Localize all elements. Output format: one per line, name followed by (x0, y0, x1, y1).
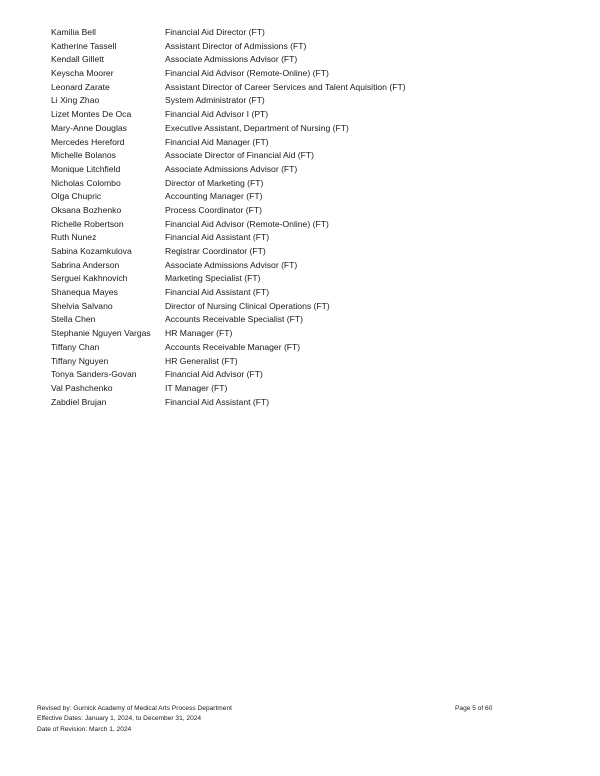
staff-name: Keyscha Moorer (51, 68, 114, 79)
staff-row (51, 368, 571, 382)
staff-name: Val Pashchenko (51, 382, 113, 393)
staff-name: Shelvia Salvano (51, 300, 113, 311)
staff-row (51, 190, 571, 204)
staff-name: Serguei Kakhnovich (51, 273, 128, 284)
footer-revised-by: Revised by: Gurnick Academy of Medical Arts Process Department (37, 705, 232, 712)
staff-title: HR Manager (FT) (165, 328, 233, 339)
page-number: Page 5 of 60 (455, 705, 493, 712)
staff-name: Mary-Anne Douglas (51, 122, 127, 133)
staff-name: Kamilia Bell (51, 27, 96, 37)
staff-title: Accounting Manager (FT) (165, 191, 263, 202)
staff-row (51, 122, 571, 136)
staff-name: Shanequa Mayes (51, 287, 118, 298)
staff-title: HR Generalist (FT) (165, 355, 238, 366)
staff-row (51, 53, 571, 67)
staff-name: Ruth Nunez (51, 232, 97, 243)
staff-row (51, 327, 571, 341)
staff-name: Monique Litchfield (51, 163, 121, 174)
staff-row (51, 286, 571, 300)
staff-title: Director of Nursing Clinical Operations (FT) (165, 300, 330, 311)
staff-name: Tiffany Chan (51, 341, 100, 352)
staff-title: Financial Aid Advisor (FT) (165, 369, 263, 380)
staff-name: Oksana Bozhenko (51, 204, 122, 215)
staff-name: Sabina Kozamkulova (51, 246, 132, 256)
staff-title: IT Manager (FT) (165, 382, 228, 393)
staff-title: Financial Aid Director (FT) (165, 27, 265, 37)
staff-row (51, 136, 571, 150)
staff-title: Financial Aid Assistant (FT) (165, 232, 270, 243)
staff-row (51, 81, 571, 95)
staff-name: Michelle Bolanos (51, 150, 116, 161)
staff-row (51, 231, 571, 245)
staff-row (51, 300, 571, 314)
staff-name: Lizet Montes De Oca (51, 109, 132, 120)
staff-title: Financial Aid Advisor (Remote-Online) (FT) (165, 218, 329, 229)
staff-row (51, 218, 571, 232)
staff-title: Financial Aid Advisor (Remote-Online) (FT) (165, 68, 329, 79)
staff-row (51, 149, 571, 163)
staff-title: Accounts Receivable Manager (FT) (165, 341, 301, 352)
staff-title: Associate Admissions Advisor (FT) (165, 54, 298, 65)
staff-title: Financial Aid Advisor I (PT) (165, 109, 269, 120)
staff-row (51, 355, 571, 369)
staff-row (51, 163, 571, 177)
staff-title: Executive Assistant, Department of Nursing (FT) (165, 122, 349, 133)
staff-title: Assistant Director of Career Services and Talent Aquisition (FT) (165, 81, 406, 92)
staff-title: Registrar Coordinator (FT) (165, 246, 266, 256)
staff-name: Sabrina Anderson (51, 259, 120, 270)
staff-name: Katherine Tassell (51, 40, 117, 51)
staff-name: Olga Chupric (51, 191, 102, 202)
staff-row (51, 108, 571, 122)
staff-title: Financial Aid Assistant (FT) (165, 287, 270, 298)
staff-name: Zabdiel Brujan (51, 396, 107, 407)
footer (37, 704, 497, 735)
staff-row (51, 204, 571, 218)
staff-title: Financial Aid Manager (FT) (165, 136, 269, 147)
staff-name: Mercedes Hereford (51, 136, 125, 147)
staff-title: Assistant Director of Admissions (FT) (165, 40, 307, 51)
staff-title: Director of Marketing (FT) (165, 177, 264, 188)
staff-row (51, 382, 571, 396)
staff-name: Richelle Robertson (51, 218, 124, 229)
staff-name: Leonard Zarate (51, 81, 110, 92)
footer-effective-dates: Effective Dates: January 1, 2024, to December 31, 2024 (37, 715, 202, 723)
staff-name: Kendall Gillett (51, 54, 105, 65)
staff-row (51, 341, 571, 355)
staff-name: Stephanie Nguyen Vargas (51, 328, 151, 339)
staff-title: Financial Aid Assistant (FT) (165, 396, 270, 407)
staff-row (51, 26, 571, 40)
staff-row (51, 40, 571, 54)
staff-row (51, 272, 571, 286)
staff-name: Li Xing Zhao (51, 95, 100, 106)
staff-name: Stella Chen (51, 314, 96, 325)
staff-title: Accounts Receivable Specialist (FT) (165, 314, 304, 325)
staff-list (51, 26, 571, 409)
staff-title: Associate Admissions Advisor (FT) (165, 163, 298, 174)
staff-title: Associate Director of Financial Aid (FT) (165, 150, 315, 161)
staff-name: Tiffany Nguyen (51, 355, 109, 366)
staff-title: Process Coordinator (FT) (165, 204, 262, 215)
staff-name: Nicholas Colombo (51, 177, 121, 188)
staff-title: Associate Admissions Advisor (FT) (165, 259, 298, 270)
staff-title: Marketing Specialist (FT) (165, 273, 261, 284)
staff-row (51, 245, 571, 259)
staff-row (51, 396, 571, 410)
footer-date-of-revision: Date of Revision: March 1, 2024 (37, 725, 132, 733)
staff-row (51, 67, 571, 81)
staff-row (51, 177, 571, 191)
staff-row (51, 94, 571, 108)
staff-row (51, 259, 571, 273)
staff-row (51, 313, 571, 327)
staff-title: System Administrator (FT) (165, 95, 265, 106)
staff-name: Tonya Sanders-Govan (51, 369, 137, 380)
